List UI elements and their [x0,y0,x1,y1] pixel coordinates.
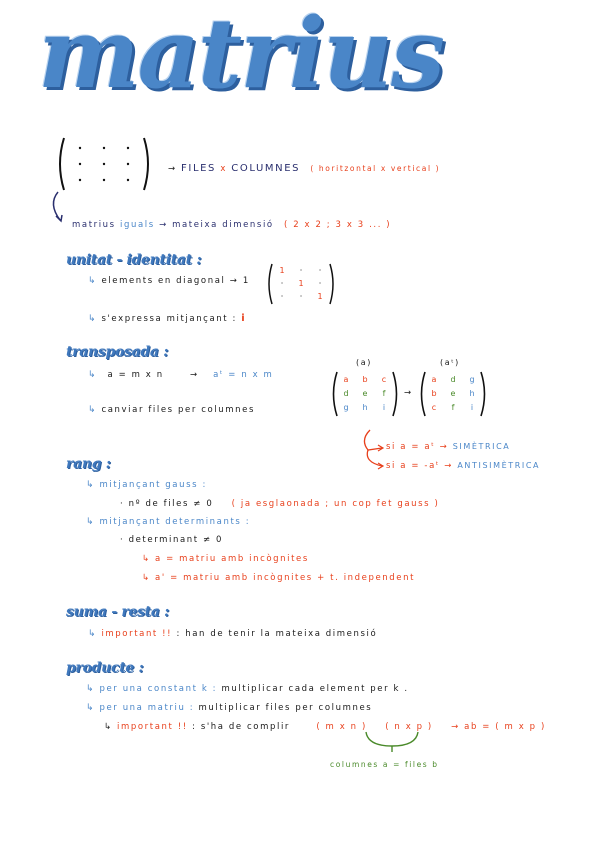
sub-arrow-icon: ↳ [86,703,96,713]
bracket-note: columnes a = files b [330,760,439,769]
matrix-cell: 1 [298,279,304,288]
rang-det [86,517,250,527]
producte-line1 [86,684,409,694]
page-title: matrius [38,0,444,110]
matrix-cell: h [362,403,368,412]
matrix-cell: a [431,375,437,384]
simetrica-cond: si a = aᵗ → [386,442,449,452]
rang-det-text: mitjançant determinants : [99,517,251,527]
matrix-cell: a [343,375,349,384]
sub-arrow-icon: ↳ [142,573,151,583]
matrix-cell: f [382,389,386,398]
producte-matrix-text: multiplicar files per columnes [198,703,373,713]
identity-matrix [266,262,336,306]
suma-line [88,629,377,639]
curved-arrow-icon [46,190,70,226]
iguals-matrius: matrius [72,220,116,230]
suma-text: : han de tenir la mateixa dimensió [176,629,378,639]
sub-arrow-icon: ↳ [88,629,98,639]
transposada-dim-a: a = m x n [107,370,164,380]
producte-dim-b: ( n x p ) [385,722,433,732]
matrix-cell: · [299,266,303,275]
important-label: important !! [101,629,173,639]
matrix-cell: c [431,403,437,412]
heading-unitat: unitat - identitat : [66,252,202,268]
rang-det-a2-text: a' = matriu amb incògnites + t. independent [155,573,416,583]
sub-arrow-icon: ↳ [86,517,96,527]
matrix-cell: f [451,403,455,412]
sub-arrow-icon: ↳ [86,480,96,490]
unitat-line2 [88,313,246,324]
producte-condition-text: : s'ha de complir [192,722,291,732]
heading-producte: producte : [66,660,144,676]
iguals-rest: → mateixa dimensió [159,220,274,230]
matrix-cell: d [343,389,349,398]
sub-arrow-icon: ↳ [86,684,96,694]
matrix-cell: g [343,403,349,412]
simetrica-line [386,442,510,452]
important-label: important !! [117,722,188,732]
sub-arrow-icon: ↳ [88,276,98,286]
matrix-cell: g [469,375,475,384]
rang-det-a2 [142,573,415,583]
matrix-a-label: (a) [356,358,372,367]
bracket-icon [362,730,422,756]
producte-line3 [104,722,546,732]
rang-gauss-detail-line [120,499,439,509]
producte-line2 [86,703,372,713]
identity-symbol: i [241,313,247,324]
sub-arrow-icon: ↳ [142,554,151,564]
unitat-line2-text: s'expressa mitjançant : [101,314,237,324]
times-label: x [220,164,227,174]
iguals-line [72,220,391,230]
matrix-cell: i [470,403,474,412]
columnes-label: COLUMNES [231,163,301,174]
sub-arrow-icon: ↳ [88,370,98,380]
matrix-cell: e [362,389,368,398]
files-label: FILES [181,163,216,174]
intro-line [168,163,440,174]
matrix-cell: b [431,389,437,398]
antisimetrica-cond: si a = -aᵗ → [386,461,454,471]
intro-note: ( horitzontal x vertical ) [310,164,441,173]
transposada-line2-text: canviar files per columnes [101,405,255,415]
heading-suma-resta: suma - resta : [66,604,170,620]
antisimetrica-label: ANTISIMÈTRICA [457,461,541,470]
generic-matrix-icon [54,134,154,194]
sub-arrow-icon: ↳ [104,722,113,732]
producte-constant-text: multiplicar cada element per k . [221,684,409,694]
rang-gauss-note: ( ja esglaonada ; un cop fet gauss ) [231,499,440,509]
iguals-example: ( 2 x 2 ; 3 x 3 ... ) [284,220,392,230]
matrix-cell: · [318,279,322,288]
rang-gauss-text: mitjançant gauss : [99,480,207,490]
rang-gauss [86,480,207,490]
matrix-cell: e [450,389,456,398]
producte-dim-a: ( m x n ) [316,722,367,732]
rang-det-a-text: a = matriu amb incògnites [155,554,309,564]
transposada-dim-at: aᵗ = n x m [213,370,274,380]
heading-transposada: transposada : [66,344,169,360]
matrix-cell: · [318,266,322,275]
arrow-icon: → [190,370,199,380]
matrix-cell: 1 [317,292,323,301]
producte-matrix-label: per una matriu : [99,703,195,713]
matrix-at-label: (aᵗ) [440,358,460,367]
matrix-cell: · [280,279,284,288]
simetrica-label: SIMÈTRICA [452,442,511,451]
unitat-line1-text: elements en diagonal → 1 [101,276,250,286]
matrix-cell: · [299,292,303,301]
arrow-icon: → [404,388,413,398]
matrix-cell: 1 [279,266,285,275]
unitat-line1 [88,276,250,286]
antisimetrica-line [386,461,540,471]
matrix-cell: c [381,375,387,384]
rang-det-detail: · determinant ≠ 0 [120,535,224,545]
rang-det-a [142,554,309,564]
sub-arrow-icon: ↳ [88,314,98,324]
matrix-a [330,370,400,418]
matrix-cell: b [362,375,368,384]
transposada-line2 [88,405,255,415]
producte-result: → ab = ( m x p ) [451,722,546,732]
heading-rang: rang : [66,456,111,472]
matrix-cell: d [450,375,456,384]
matrix-at [418,370,488,418]
matrix-cell: · [280,292,284,301]
sub-arrow-icon: ↳ [88,405,98,415]
branch-arrow-icon [358,428,388,472]
arrow-icon: → [168,164,177,174]
producte-constant-label: per una constant k : [99,684,218,694]
matrix-cell: i [382,403,386,412]
rang-gauss-detail: · nº de files ≠ 0 [120,499,214,509]
iguals-word: iguals [120,220,155,230]
matrix-cell: h [469,389,475,398]
transposada-line1 [88,370,273,380]
